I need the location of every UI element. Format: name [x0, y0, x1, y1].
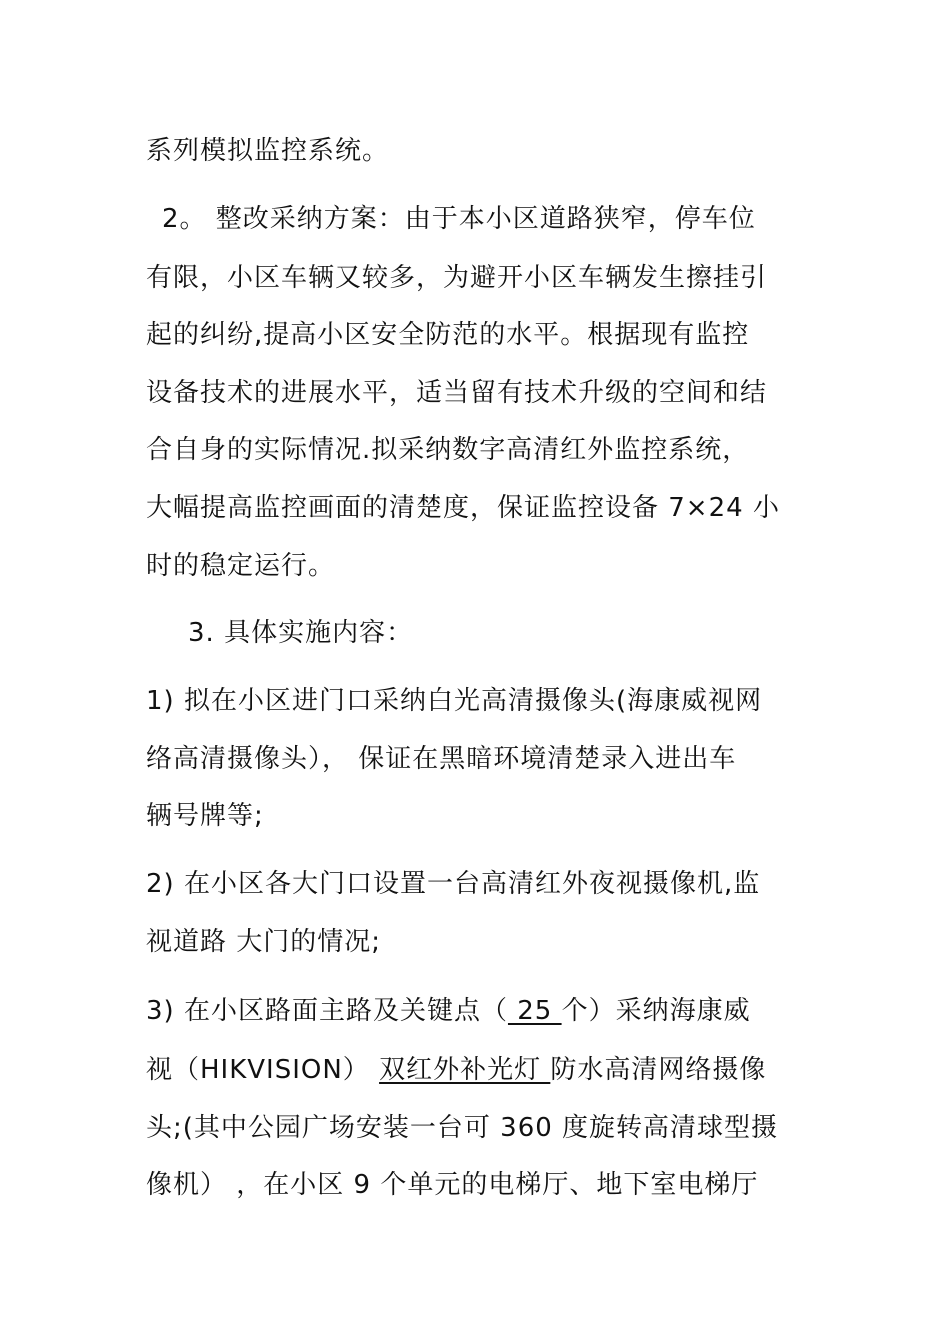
- text-span: 个）采纳海康威: [561, 996, 751, 1026]
- text-span: 视（HIKVISION）: [146, 1055, 380, 1085]
- text-line: 时的稳定运行。: [146, 551, 336, 581]
- list-item-3: [146, 994, 751, 1028]
- text-line: 头;(其中公园广场安装一台可 360 度旋转高清球型摄: [146, 1113, 779, 1143]
- text-line: 合自身的实际情况.拟采纳数字高清红外监控系统，: [146, 435, 750, 465]
- text-line: 起的纠纷,提高小区安全防范的水平。根据现有监控: [146, 320, 750, 350]
- text-line: 像机） ，在小区 9 个单元的电梯厅、地下室电梯厅: [146, 1170, 759, 1200]
- text-line: 有限，小区车辆又较多，为避开小区车辆发生擦挂引: [146, 263, 768, 293]
- section-heading-2: 2。 整改采纳方案：由于本小区道路狭窄，停车位: [162, 204, 756, 234]
- text-line: 辆号牌等;: [146, 801, 264, 831]
- section-heading-3: 3. 具体实施内容：: [188, 618, 414, 648]
- text-line: [146, 1053, 766, 1087]
- list-item-2: 2) 在小区各大门口设置一台高清红外夜视摄像机,监: [146, 869, 761, 899]
- text-line: 系列模拟监控系统。: [146, 136, 390, 166]
- text-span: 3) 在小区路面主路及关键点（: [146, 996, 508, 1026]
- text-line: 络高清摄像头）， 保证在黑暗环境清楚录入进出车: [146, 744, 737, 774]
- list-item-1: 1) 拟在小区进门口采纳白光高清摄像头(海康威视网: [146, 686, 763, 716]
- underlined-count: 25: [507, 996, 562, 1026]
- underlined-phrase: 双红外补光灯: [379, 1055, 551, 1085]
- text-line: 大幅提高监控画面的清楚度，保证监控设备 7×24 小: [146, 493, 780, 523]
- text-span: 防水高清网络摄像: [550, 1055, 767, 1085]
- text-line: 视道路 大门的情况;: [146, 927, 382, 957]
- text-line: 设备技术的进展水平，适当留有技术升级的空间和结: [146, 378, 768, 408]
